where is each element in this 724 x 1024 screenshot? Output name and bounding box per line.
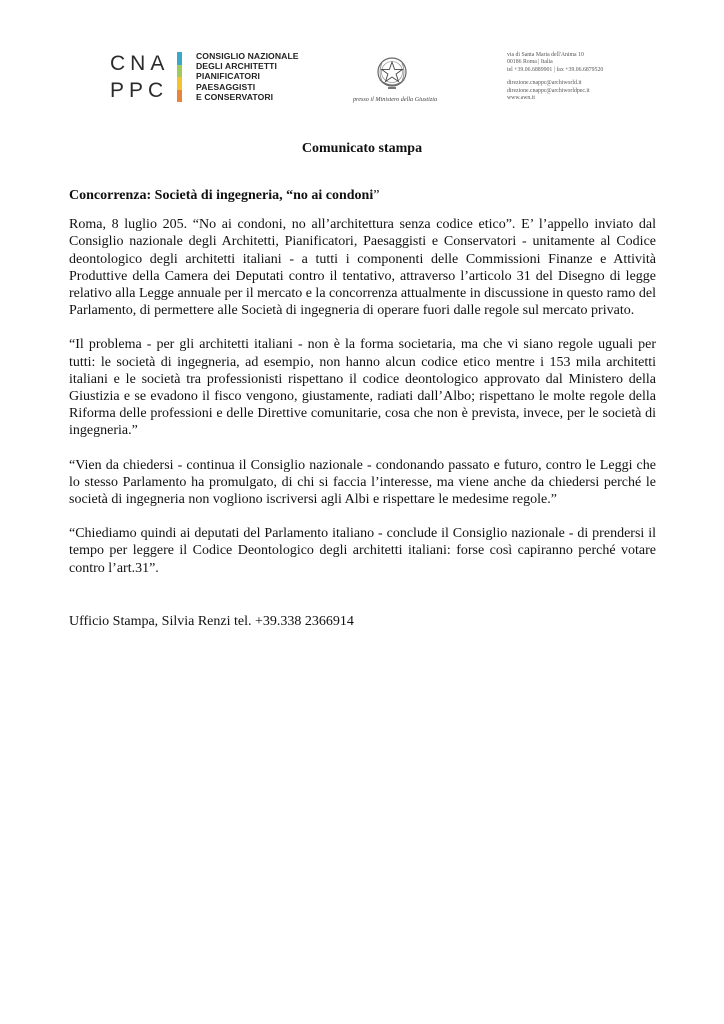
organization-name bbox=[196, 51, 299, 102]
logo-letters-line-2: PPC bbox=[110, 79, 169, 102]
headline-closing-quote: ” bbox=[373, 188, 380, 203]
headline bbox=[69, 187, 656, 204]
ministry-note: presso il Ministero della Giustizia bbox=[352, 96, 438, 103]
logo-bar-yellow bbox=[177, 77, 182, 90]
logo-bar-orange bbox=[177, 90, 182, 103]
contact-email: direzione.cnappc@archiworld.it bbox=[507, 80, 582, 87]
paragraph-3: “Vien da chiedersi - continua il Consiglio nazionale - condonando passato e futuro, contro le Leggi che lo stesso Parlamento ha promulgato, di chi si faccia l’interesse, ma viene anche da chiedersi perché le società di ingegneria non vogliono iscriversi agli Albi e rispettare le medesime regole.” bbox=[69, 457, 656, 508]
contact-block bbox=[507, 52, 603, 102]
org-line-2: DEGLI ARCHITETTI bbox=[196, 61, 278, 72]
org-line-3: PIANIFICATORI bbox=[196, 71, 261, 82]
logo-bar-green bbox=[177, 65, 182, 78]
org-line-1: CONSIGLIO NAZIONALE bbox=[196, 51, 299, 61]
italian-republic-emblem-icon bbox=[374, 54, 410, 92]
org-line-5: E CONSERVATORI bbox=[196, 91, 274, 102]
press-office-contact: Ufficio Stampa, Silvia Renzi tel. +39.338 2366914 bbox=[69, 613, 354, 629]
logo-color-bars bbox=[177, 52, 182, 102]
org-line-4: PAESAGGISTI bbox=[196, 81, 256, 92]
contact-city: 00186 Roma | Italia bbox=[507, 59, 553, 66]
paragraph-4: “Chiediamo quindi ai deputati del Parlamento italiano - conclude il Consiglio nazionale - di prendersi il tempo per leggere il Codice Deontologico degli architetti italiani: forse così capiranno perché votare contro l’art.31”. bbox=[69, 526, 656, 576]
cnappc-logo-letters bbox=[110, 50, 170, 104]
paragraph-2: “Il problema - per gli architetti italiani - non è la forma societaria, ma che vi siano regole uguali per tutti: le società di ingegneria, ad esempio, non hanno alcun codice etico mentre i 153 mila architetti italiani e le società tra professionisti rispettano il codice deontologico approvato dal Ministero della Giustizia e se evadono il fisco vengono, giustamente, radiati dall’Albo; rispettano le molte regole della Riforma delle professioni e delle Direttive comunitarie, cosa che non è prevista, invece, per le società di ingegneria.” bbox=[69, 337, 656, 439]
contact-website: www.awn.it bbox=[507, 95, 535, 102]
contact-phone: tel +39.06.6889901 | fax +39.06.6879520 bbox=[507, 66, 604, 73]
headline-text: Concorrenza: Società di ingegneria, “no ai condoni bbox=[69, 188, 374, 203]
paragraph-1: Roma, 8 luglio 205. “No ai condoni, no all’architettura senza codice etico”. E’ l’appello inviato dal Consiglio nazionale degli Architetti, Pianificatori, Paesaggisti e Conservatori - unitamente al Codice deontologico degli architetti italiani - a tutti i componenti delle Commissioni Finanze e Attività Produttive della Camera dei Deputati contro il tentativo, attraverso l’articolo 31 del Disegno di legge relativo alla Legge annuale per il mercato e la concorrenza attualmente in discussione in questo ramo del Parlamento, di permettere alle Società di ingegneria di operare fuori dalle regole sul mercato privato. bbox=[69, 217, 656, 319]
press-release-body bbox=[69, 187, 656, 630]
contact-pec: direzione.cnappc@archiworldpec.it bbox=[507, 87, 590, 94]
document-title: Comunicato stampa bbox=[301, 141, 423, 156]
contact-address: via di Santa Maria dell'Anima 10 bbox=[507, 52, 584, 58]
logo-letters-line-1: CNA bbox=[110, 52, 170, 75]
logo-bar-blue bbox=[177, 52, 182, 65]
